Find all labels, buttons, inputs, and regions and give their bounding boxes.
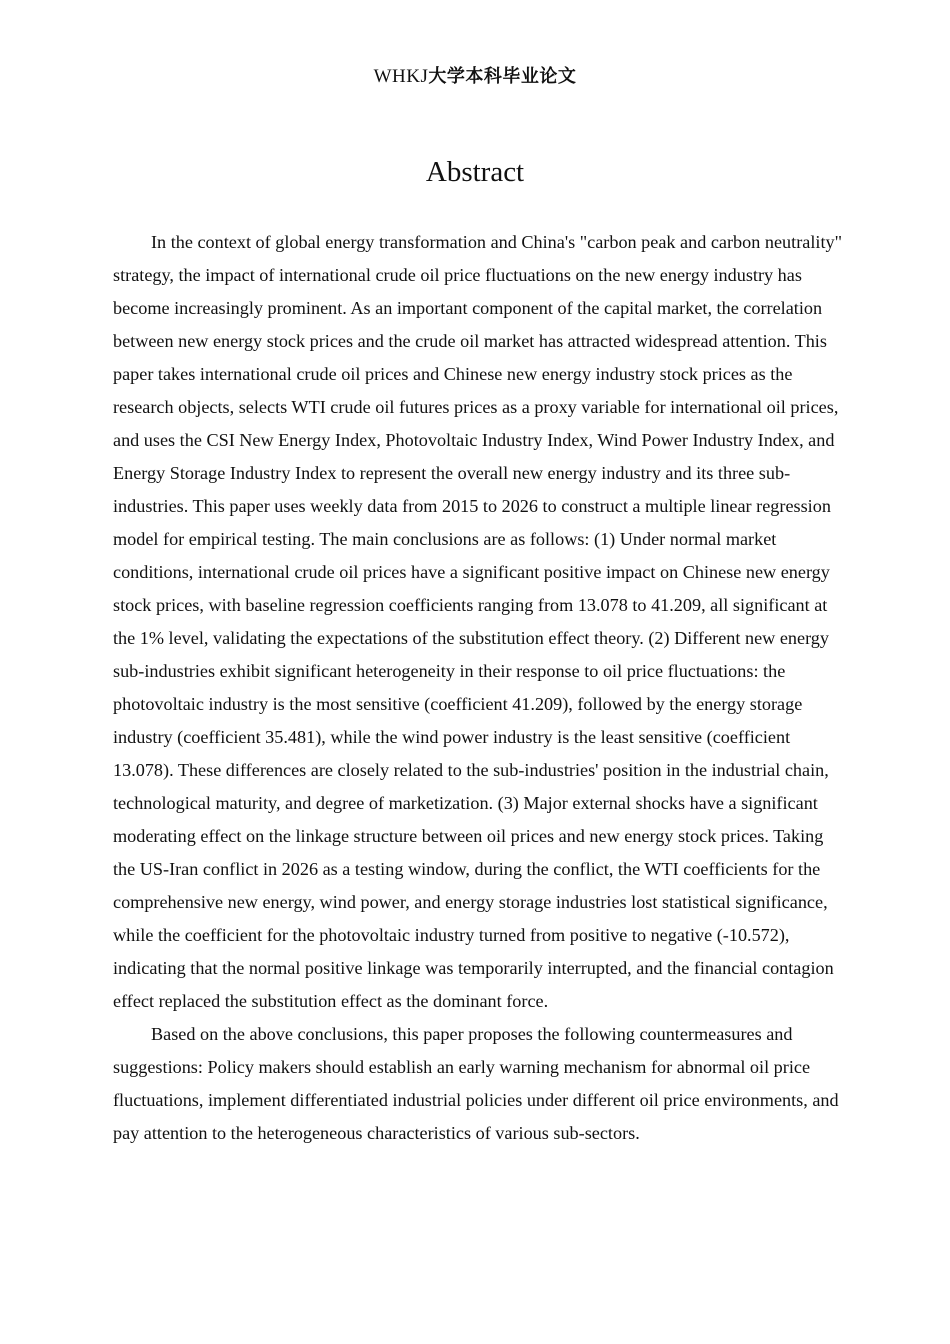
running-header-university: 大学本科毕业论文 — [428, 66, 577, 87]
running-header — [0, 62, 950, 88]
running-header-prefix: WHKJ — [373, 66, 429, 87]
abstract-paragraph-1: In the context of global energy transformation and China's "carbon peak and carbon neutrality" strategy, the impact of international crude oil price fluctuations on the new energy industry has become increasingly prominent. As an important component of the capital market, the correlation between new energy stock prices and the crude oil market has attracted widespread attention. This paper takes international crude oil prices and Chinese new energy industry stock prices as the research objects, selects WTI crude oil futures prices as a proxy variable for international oil prices, and uses the CSI New Energy Index, Photovoltaic Industry Index, Wind Power Industry Index, and Energy Storage Industry Index to represent the overall new energy industry and its three sub-industries. This paper uses weekly data from 2015 to 2026 to construct a multiple linear regression model for empirical testing. The main conclusions are as follows: (1) Under normal market conditions, international crude oil prices have a significant positive impact on Chinese new energy stock prices, with baseline regression coefficients ranging from 13.078 to 41.209, all significant at the 1% level, validating the expectations of the substitution effect theory. (2) Different new energy sub-industries exhibit significant heterogeneity in their response to oil price fluctuations: the photovoltaic industry is the most sensitive (coefficient 41.209), followed by the energy storage industry (coefficient 35.481), while the wind power industry is the least sensitive (coefficient 13.078). These differences are closely related to the sub-industries' position in the industrial chain, technological maturity, and degree of marketization. (3) Major external shocks have a significant moderating effect on the linkage structure between oil prices and new energy stock prices. Taking the US-Iran conflict in 2026 as a testing window, during the conflict, the WTI coefficients for the comprehensive new energy, wind power, and energy storage industries lost statistical significance, while the coefficient for the photovoltaic industry turned from positive to negative (-10.572), indicating that the normal positive linkage was temporarily interrupted, and the financial contagion effect replaced the substitution effect as the dominant force. — [113, 232, 843, 1011]
abstract-paragraph-2: Based on the above conclusions, this paper proposes the following countermeasures and suggestions: Policy makers should establish an early warning mechanism for abnormal oil price fluctuations, implement differentiated industrial policies under different oil price environments, and pay attention to the heterogeneous characteristics of various sub-sectors. — [113, 1024, 839, 1143]
abstract-body — [113, 226, 843, 1150]
abstract-title: Abstract — [425, 156, 525, 188]
